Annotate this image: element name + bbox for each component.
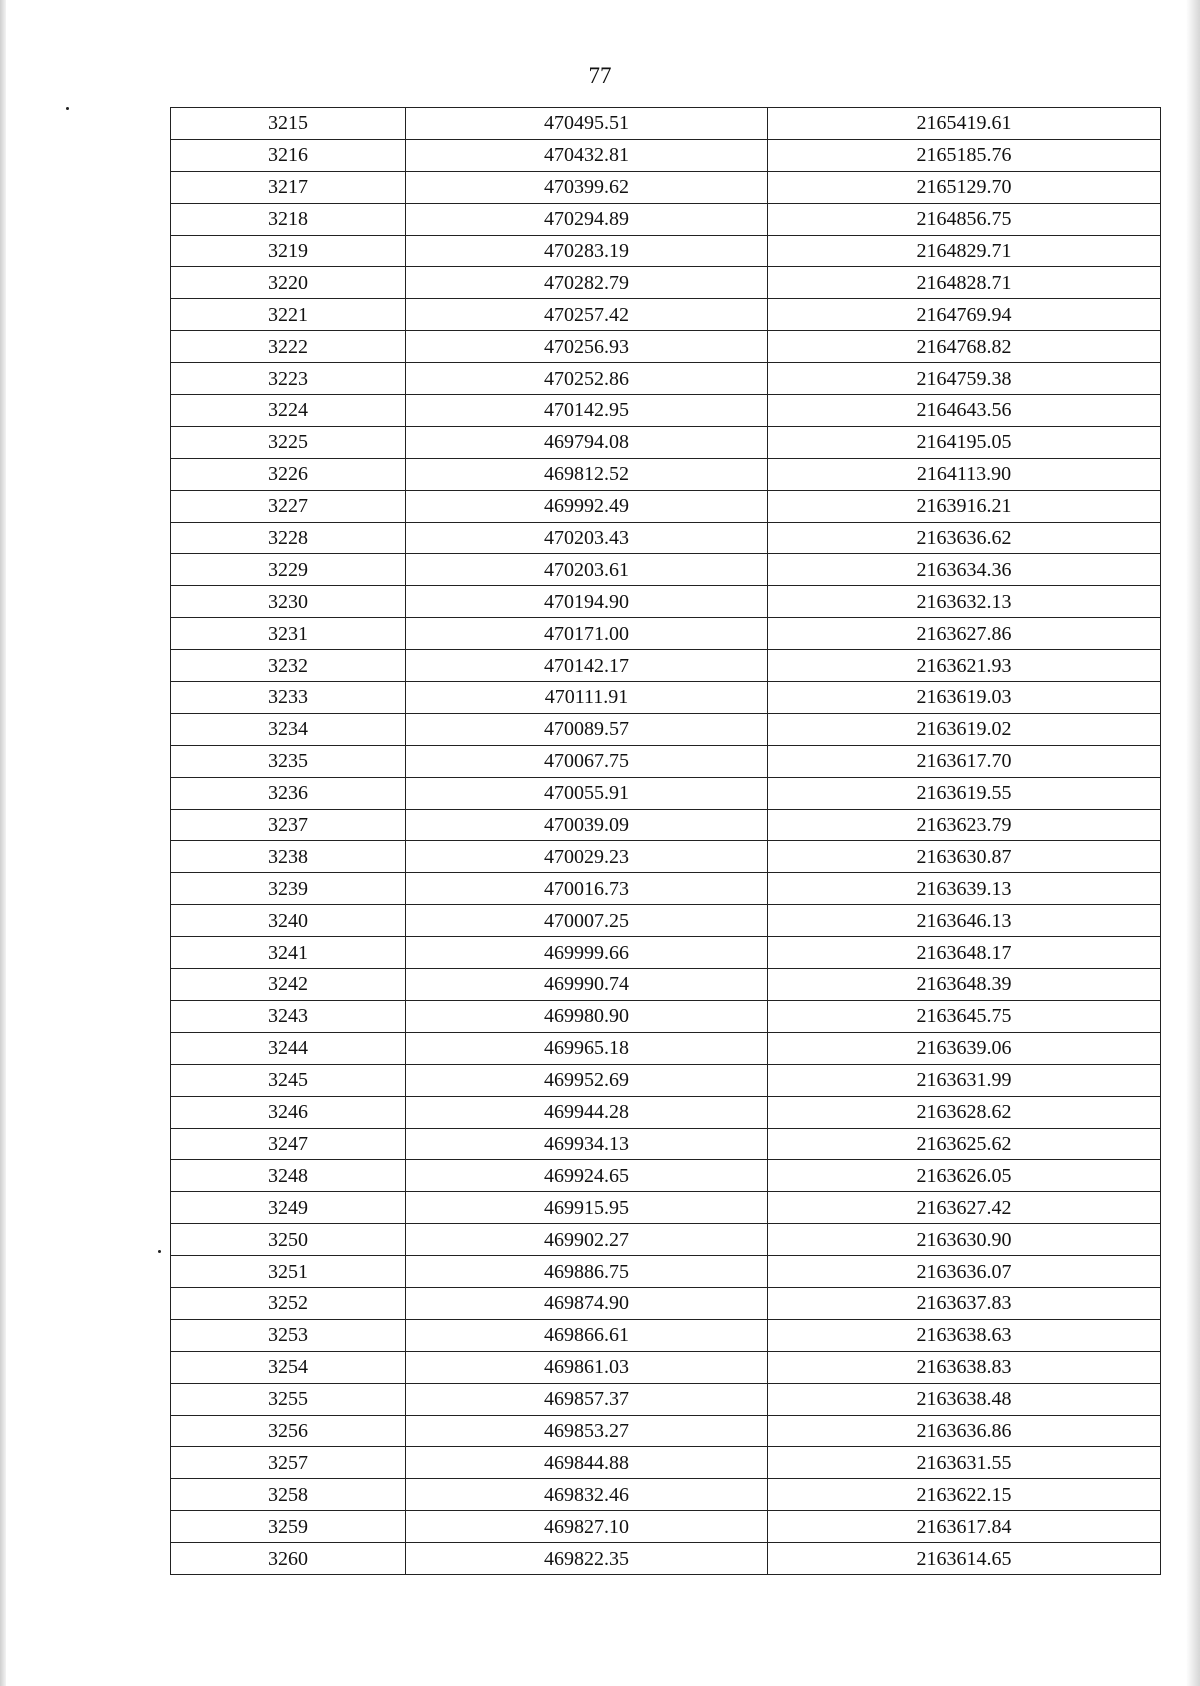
table-row: [171, 745, 1161, 777]
table-row: [171, 1415, 1161, 1447]
coordinates-table-body: [171, 108, 1161, 1575]
y-coordinate-cell: 2163638.83: [768, 1351, 1161, 1383]
y-coordinate-cell: 2164643.56: [768, 395, 1161, 427]
table-row: [171, 1160, 1161, 1192]
table-row: [171, 1479, 1161, 1511]
y-coordinate-cell: 2163639.06: [768, 1032, 1161, 1064]
table-row: [171, 395, 1161, 427]
point-number-cell: 3252: [171, 1287, 406, 1319]
y-coordinate-cell: 2163619.55: [768, 777, 1161, 809]
x-coordinate-cell: 469827.10: [406, 1511, 768, 1543]
x-coordinate-cell: 469832.46: [406, 1479, 768, 1511]
point-number-cell: 3248: [171, 1160, 406, 1192]
x-coordinate-cell: 470089.57: [406, 713, 768, 745]
point-number-cell: 3234: [171, 713, 406, 745]
x-coordinate-cell: 469980.90: [406, 1000, 768, 1032]
point-number-cell: 3219: [171, 235, 406, 267]
table-row: [171, 1287, 1161, 1319]
y-coordinate-cell: 2163637.83: [768, 1287, 1161, 1319]
x-coordinate-cell: 469822.35: [406, 1543, 768, 1575]
point-number-cell: 3227: [171, 490, 406, 522]
x-coordinate-cell: 470257.42: [406, 299, 768, 331]
x-coordinate-cell: 469794.08: [406, 426, 768, 458]
y-coordinate-cell: 2163626.05: [768, 1160, 1161, 1192]
point-number-cell: 3228: [171, 522, 406, 554]
point-number-cell: 3225: [171, 426, 406, 458]
x-coordinate-cell: 469915.95: [406, 1192, 768, 1224]
point-number-cell: 3256: [171, 1415, 406, 1447]
x-coordinate-cell: 469924.65: [406, 1160, 768, 1192]
y-coordinate-cell: 2163645.75: [768, 1000, 1161, 1032]
point-number-cell: 3215: [171, 108, 406, 140]
table-row: [171, 1064, 1161, 1096]
table-row: [171, 522, 1161, 554]
table-row: [171, 1256, 1161, 1288]
table-row: [171, 1224, 1161, 1256]
point-number-cell: 3241: [171, 937, 406, 969]
y-coordinate-cell: 2163646.13: [768, 905, 1161, 937]
y-coordinate-cell: 2165419.61: [768, 108, 1161, 140]
x-coordinate-cell: 470067.75: [406, 745, 768, 777]
y-coordinate-cell: 2164856.75: [768, 203, 1161, 235]
x-coordinate-cell: 470252.86: [406, 363, 768, 395]
point-number-cell: 3260: [171, 1543, 406, 1575]
y-coordinate-cell: 2164829.71: [768, 235, 1161, 267]
table-row: [171, 108, 1161, 140]
y-coordinate-cell: 2163630.90: [768, 1224, 1161, 1256]
y-coordinate-cell: 2163636.07: [768, 1256, 1161, 1288]
page-number: 77: [588, 63, 612, 88]
table-row: [171, 873, 1161, 905]
x-coordinate-cell: 469990.74: [406, 969, 768, 1001]
table-row: [171, 937, 1161, 969]
y-coordinate-cell: 2165185.76: [768, 139, 1161, 171]
x-coordinate-cell: 469902.27: [406, 1224, 768, 1256]
y-coordinate-cell: 2163631.55: [768, 1447, 1161, 1479]
y-coordinate-cell: 2163634.36: [768, 554, 1161, 586]
table-row: [171, 1511, 1161, 1543]
table-row: [171, 331, 1161, 363]
point-number-cell: 3258: [171, 1479, 406, 1511]
table-row: [171, 682, 1161, 714]
y-coordinate-cell: 2163617.84: [768, 1511, 1161, 1543]
table-row: [171, 171, 1161, 203]
y-coordinate-cell: 2163638.48: [768, 1383, 1161, 1415]
table-row: [171, 458, 1161, 490]
point-number-cell: 3240: [171, 905, 406, 937]
point-number-cell: 3242: [171, 969, 406, 1001]
x-coordinate-cell: 469857.37: [406, 1383, 768, 1415]
y-coordinate-cell: 2163627.86: [768, 618, 1161, 650]
x-coordinate-cell: 470142.95: [406, 395, 768, 427]
x-coordinate-cell: 470203.61: [406, 554, 768, 586]
y-coordinate-cell: 2163623.79: [768, 809, 1161, 841]
table-row: [171, 1447, 1161, 1479]
x-coordinate-cell: 470294.89: [406, 203, 768, 235]
table-row: [171, 299, 1161, 331]
y-coordinate-cell: 2164828.71: [768, 267, 1161, 299]
table-row: [171, 1128, 1161, 1160]
x-coordinate-cell: 470399.62: [406, 171, 768, 203]
y-coordinate-cell: 2163622.15: [768, 1479, 1161, 1511]
table-row: [171, 203, 1161, 235]
x-coordinate-cell: 470171.00: [406, 618, 768, 650]
y-coordinate-cell: 2163630.87: [768, 841, 1161, 873]
y-coordinate-cell: 2164769.94: [768, 299, 1161, 331]
point-number-cell: 3220: [171, 267, 406, 299]
x-coordinate-cell: 470203.43: [406, 522, 768, 554]
table-row: [171, 969, 1161, 1001]
x-coordinate-cell: 470282.79: [406, 267, 768, 299]
x-coordinate-cell: 470256.93: [406, 331, 768, 363]
point-number-cell: 3243: [171, 1000, 406, 1032]
x-coordinate-cell: 470007.25: [406, 905, 768, 937]
point-number-cell: 3250: [171, 1224, 406, 1256]
point-number-cell: 3257: [171, 1447, 406, 1479]
y-coordinate-cell: 2164768.82: [768, 331, 1161, 363]
table-row: [171, 1319, 1161, 1351]
point-number-cell: 3218: [171, 203, 406, 235]
x-coordinate-cell: 469812.52: [406, 458, 768, 490]
point-number-cell: 3230: [171, 586, 406, 618]
y-coordinate-cell: 2163628.62: [768, 1096, 1161, 1128]
scan-speck: [66, 107, 69, 110]
point-number-cell: 3247: [171, 1128, 406, 1160]
x-coordinate-cell: 470142.17: [406, 650, 768, 682]
y-coordinate-cell: 2163648.17: [768, 937, 1161, 969]
y-coordinate-cell: 2163621.93: [768, 650, 1161, 682]
table-row: [171, 363, 1161, 395]
y-coordinate-cell: 2164113.90: [768, 458, 1161, 490]
point-number-cell: 3253: [171, 1319, 406, 1351]
scan-speck: [158, 1250, 161, 1253]
x-coordinate-cell: 470016.73: [406, 873, 768, 905]
table-row: [171, 426, 1161, 458]
x-coordinate-cell: 469853.27: [406, 1415, 768, 1447]
point-number-cell: 3233: [171, 682, 406, 714]
y-coordinate-cell: 2163619.03: [768, 682, 1161, 714]
point-number-cell: 3249: [171, 1192, 406, 1224]
point-number-cell: 3254: [171, 1351, 406, 1383]
x-coordinate-cell: 470029.23: [406, 841, 768, 873]
point-number-cell: 3246: [171, 1096, 406, 1128]
y-coordinate-cell: 2163916.21: [768, 490, 1161, 522]
point-number-cell: 3245: [171, 1064, 406, 1096]
point-number-cell: 3244: [171, 1032, 406, 1064]
coordinates-table: [170, 107, 1161, 1575]
x-coordinate-cell: 470495.51: [406, 108, 768, 140]
table-row: [171, 809, 1161, 841]
table-row: [171, 777, 1161, 809]
table-row: [171, 1032, 1161, 1064]
table-row: [171, 554, 1161, 586]
point-number-cell: 3229: [171, 554, 406, 586]
y-coordinate-cell: 2163619.02: [768, 713, 1161, 745]
y-coordinate-cell: 2163636.86: [768, 1415, 1161, 1447]
x-coordinate-cell: 469992.49: [406, 490, 768, 522]
y-coordinate-cell: 2163648.39: [768, 969, 1161, 1001]
x-coordinate-cell: 470055.91: [406, 777, 768, 809]
point-number-cell: 3222: [171, 331, 406, 363]
point-number-cell: 3235: [171, 745, 406, 777]
x-coordinate-cell: 470039.09: [406, 809, 768, 841]
point-number-cell: 3217: [171, 171, 406, 203]
table-row: [171, 841, 1161, 873]
point-number-cell: 3259: [171, 1511, 406, 1543]
point-number-cell: 3226: [171, 458, 406, 490]
table-row: [171, 267, 1161, 299]
x-coordinate-cell: 469874.90: [406, 1287, 768, 1319]
x-coordinate-cell: 469952.69: [406, 1064, 768, 1096]
y-coordinate-cell: 2163627.42: [768, 1192, 1161, 1224]
table-row: [171, 490, 1161, 522]
table-row: [171, 1383, 1161, 1415]
table-row: [171, 1543, 1161, 1575]
x-coordinate-cell: 469965.18: [406, 1032, 768, 1064]
y-coordinate-cell: 2163625.62: [768, 1128, 1161, 1160]
point-number-cell: 3232: [171, 650, 406, 682]
table-row: [171, 650, 1161, 682]
y-coordinate-cell: 2165129.70: [768, 171, 1161, 203]
point-number-cell: 3221: [171, 299, 406, 331]
table-row: [171, 235, 1161, 267]
point-number-cell: 3231: [171, 618, 406, 650]
table-row: [171, 905, 1161, 937]
scan-left-edge: [0, 0, 6, 1686]
y-coordinate-cell: 2163636.62: [768, 522, 1161, 554]
x-coordinate-cell: 469861.03: [406, 1351, 768, 1383]
table-row: [171, 1000, 1161, 1032]
point-number-cell: 3239: [171, 873, 406, 905]
y-coordinate-cell: 2163632.13: [768, 586, 1161, 618]
y-coordinate-cell: 2164759.38: [768, 363, 1161, 395]
x-coordinate-cell: 470194.90: [406, 586, 768, 618]
y-coordinate-cell: 2163614.65: [768, 1543, 1161, 1575]
point-number-cell: 3251: [171, 1256, 406, 1288]
x-coordinate-cell: 469944.28: [406, 1096, 768, 1128]
point-number-cell: 3238: [171, 841, 406, 873]
point-number-cell: 3237: [171, 809, 406, 841]
x-coordinate-cell: 469844.88: [406, 1447, 768, 1479]
y-coordinate-cell: 2164195.05: [768, 426, 1161, 458]
scan-right-edge: [1186, 0, 1200, 1686]
table-row: [171, 586, 1161, 618]
point-number-cell: 3236: [171, 777, 406, 809]
table-row: [171, 618, 1161, 650]
table-row: [171, 1192, 1161, 1224]
table-row: [171, 1351, 1161, 1383]
x-coordinate-cell: 470283.19: [406, 235, 768, 267]
x-coordinate-cell: 469999.66: [406, 937, 768, 969]
y-coordinate-cell: 2163638.63: [768, 1319, 1161, 1351]
y-coordinate-cell: 2163631.99: [768, 1064, 1161, 1096]
x-coordinate-cell: 470111.91: [406, 682, 768, 714]
x-coordinate-cell: 469866.61: [406, 1319, 768, 1351]
x-coordinate-cell: 469886.75: [406, 1256, 768, 1288]
table-row: [171, 1096, 1161, 1128]
y-coordinate-cell: 2163639.13: [768, 873, 1161, 905]
table-row: [171, 713, 1161, 745]
x-coordinate-cell: 469934.13: [406, 1128, 768, 1160]
point-number-cell: 3216: [171, 139, 406, 171]
point-number-cell: 3223: [171, 363, 406, 395]
point-number-cell: 3255: [171, 1383, 406, 1415]
point-number-cell: 3224: [171, 395, 406, 427]
x-coordinate-cell: 470432.81: [406, 139, 768, 171]
y-coordinate-cell: 2163617.70: [768, 745, 1161, 777]
table-row: [171, 139, 1161, 171]
